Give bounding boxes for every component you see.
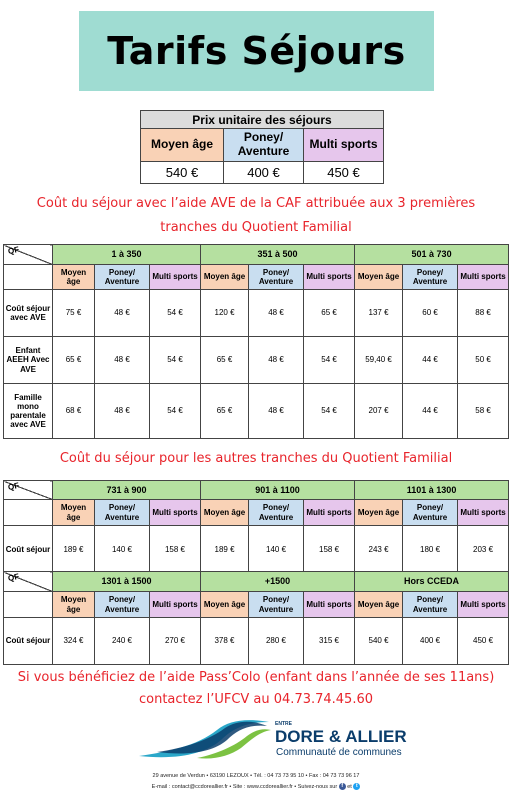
caf-heading-line1: Coût du séjour avec l’aide AVE de la CAF attribuée aux 3 premières [36, 196, 476, 211]
cat-moyen-age: Moyen âge [355, 500, 403, 526]
price-cell: 65 € [201, 337, 249, 384]
price-cell: 65 € [304, 290, 355, 337]
footer-address: 29 avenue de Verdun • 63190 LEZOUX • Tél. : 04 73 73 95 10 • Fax : 04 73 73 96 17 [152, 773, 360, 779]
cat-moyen-age: Moyen âge [53, 265, 95, 290]
price-cell: 88 € [458, 290, 509, 337]
category-row [4, 592, 509, 618]
price-cell: 48 € [95, 337, 150, 384]
price-cell: 48 € [95, 384, 150, 439]
cat-multi-sports: Multi sports [304, 265, 355, 290]
price-cell: 243 € [355, 526, 403, 574]
price-cell: 65 € [53, 337, 95, 384]
cat-multi-sports: Multi sports [150, 265, 201, 290]
price-cell: 58 € [458, 384, 509, 439]
price-cell: 48 € [249, 384, 304, 439]
price-cell: 54 € [150, 337, 201, 384]
page-title: Tarifs Séjours [107, 29, 406, 73]
autres-heading: Coût du séjour pour les autres tranches du Quotient Familial [59, 451, 453, 466]
col-multi-sports: Multi sports [304, 129, 384, 162]
price-multi-sports: 450 € [304, 162, 384, 184]
cat-multi-sports: Multi sports [458, 265, 509, 290]
price-cell: 44 € [403, 337, 458, 384]
price-cell: 270 € [150, 618, 201, 665]
cat-poney-aventure: Poney/ Aventure [249, 592, 304, 618]
cat-moyen-age: Moyen âge [355, 592, 403, 618]
price-cell: 240 € [95, 618, 150, 665]
category-row [4, 265, 509, 290]
price-cell: 140 € [95, 526, 150, 574]
price-moyen-age: 540 € [141, 162, 224, 184]
price-cell: 54 € [150, 384, 201, 439]
footer-contact-text: E-mail : contact@ccdoreallier.fr • Site : www.ccdoreallier.fr • Suivez-nous sur [151, 783, 338, 790]
cat-moyen-age: Moyen âge [53, 592, 95, 618]
price-cell: 54 € [304, 384, 355, 439]
price-cell: 400 € [403, 618, 458, 665]
price-poney-aventure: 400 € [224, 162, 304, 184]
qf-table-autres-2 [3, 571, 509, 665]
empty-cell [4, 265, 53, 290]
cat-poney-aventure: Poney/ Aventure [403, 265, 458, 290]
price-cell: 207 € [355, 384, 403, 439]
price-cell: 50 € [458, 337, 509, 384]
qf-corner: QF [4, 572, 53, 592]
cat-multi-sports: Multi sports [150, 500, 201, 526]
range-header: Hors CCEDA [355, 572, 509, 592]
table-row [4, 384, 509, 439]
price-cell: 189 € [53, 526, 95, 574]
range-header: 901 à 1100 [201, 481, 355, 500]
range-header: +1500 [201, 572, 355, 592]
qf-corner: QF [4, 245, 53, 265]
range-header: 1101 à 1300 [355, 481, 509, 500]
price-cell: 540 € [355, 618, 403, 665]
price-cell: 75 € [53, 290, 95, 337]
range-header: 731 à 900 [53, 481, 201, 500]
cat-moyen-age: Moyen âge [201, 592, 249, 618]
category-row [4, 500, 509, 526]
cat-poney-aventure: Poney/ Aventure [403, 500, 458, 526]
passcolo-notice [0, 667, 512, 711]
price-cell: 120 € [201, 290, 249, 337]
cat-moyen-age: Moyen âge [201, 265, 249, 290]
price-cell: 68 € [53, 384, 95, 439]
row-label: Coût séjour [4, 618, 53, 665]
price-cell: 450 € [458, 618, 509, 665]
range-header: 501 à 730 [355, 245, 509, 265]
price-cell: 59,40 € [355, 337, 403, 384]
logo-swoosh-icon [137, 716, 273, 762]
footer-contact [0, 783, 512, 790]
logo-entre: ENTRE [275, 721, 292, 727]
cat-multi-sports: Multi sports [304, 500, 355, 526]
cat-multi-sports: Multi sports [304, 592, 355, 618]
col-poney-aventure: Poney/ Aventure [224, 129, 304, 162]
price-cell: 189 € [201, 526, 249, 574]
table-row [4, 290, 509, 337]
empty-cell [4, 500, 53, 526]
cat-moyen-age: Moyen âge [53, 500, 95, 526]
price-cell: 158 € [150, 526, 201, 574]
row-label: Coût séjour [4, 526, 53, 574]
price-cell: 48 € [95, 290, 150, 337]
price-cell: 54 € [304, 337, 355, 384]
price-cell: 315 € [304, 618, 355, 665]
footer-et: et [347, 783, 352, 790]
price-cell: 378 € [201, 618, 249, 665]
price-cell: 48 € [249, 337, 304, 384]
passcolo-line1: Si vous bénéficiez de l’aide Pass’Colo (enfant dans l’année de ses 11ans) [17, 670, 495, 685]
logo [137, 716, 407, 762]
cat-poney-aventure: Poney/ Aventure [403, 592, 458, 618]
twitter-icon[interactable]: t [353, 783, 360, 790]
row-label: Coût séjour avec AVE [4, 290, 53, 337]
price-cell: 65 € [201, 384, 249, 439]
range-header: 351 à 500 [201, 245, 355, 265]
cat-poney-aventure: Poney/ Aventure [95, 500, 150, 526]
price-cell: 140 € [249, 526, 304, 574]
empty-cell [4, 592, 53, 618]
range-header: 1301 à 1500 [53, 572, 201, 592]
price-cell: 158 € [304, 526, 355, 574]
cat-multi-sports: Multi sports [458, 592, 509, 618]
qf-corner: QF [4, 481, 53, 500]
table-row [4, 337, 509, 384]
logo-name: DORE & ALLIER [275, 727, 407, 746]
price-cell: 180 € [403, 526, 458, 574]
cat-poney-aventure: Poney/ Aventure [95, 592, 150, 618]
qf-table-autres-1 [3, 480, 509, 574]
unit-price-header: Prix unitaire des séjours [141, 111, 384, 129]
cat-multi-sports: Multi sports [150, 592, 201, 618]
price-cell: 54 € [150, 290, 201, 337]
range-header: 1 à 350 [53, 245, 201, 265]
price-cell: 280 € [249, 618, 304, 665]
caf-heading-line2: tranches du Quotient Familial [160, 220, 352, 235]
price-cell: 60 € [403, 290, 458, 337]
cat-poney-aventure: Poney/ Aventure [249, 500, 304, 526]
cat-moyen-age: Moyen âge [355, 265, 403, 290]
cat-moyen-age: Moyen âge [201, 500, 249, 526]
price-cell: 48 € [249, 290, 304, 337]
cat-poney-aventure: Poney/ Aventure [95, 265, 150, 290]
row-label: Famille mono parentale avec AVE [4, 384, 53, 439]
cat-poney-aventure: Poney/ Aventure [249, 265, 304, 290]
qf-table-ave [3, 244, 509, 439]
passcolo-line2: contactez l’UFCV au 04.73.74.45.60 [138, 692, 374, 707]
logo-subtitle: Communauté de communes [276, 747, 402, 758]
price-cell: 137 € [355, 290, 403, 337]
unit-price-table [140, 110, 384, 184]
caf-heading [0, 192, 512, 240]
col-moyen-age: Moyen âge [141, 129, 224, 162]
cat-multi-sports: Multi sports [458, 500, 509, 526]
table-row [4, 526, 509, 574]
price-cell: 324 € [53, 618, 95, 665]
price-cell: 203 € [458, 526, 509, 574]
facebook-icon[interactable]: f [339, 783, 346, 790]
title-banner [79, 11, 434, 91]
table-row [4, 618, 509, 665]
row-label: Enfant AEEH Avec AVE [4, 337, 53, 384]
price-cell: 44 € [403, 384, 458, 439]
